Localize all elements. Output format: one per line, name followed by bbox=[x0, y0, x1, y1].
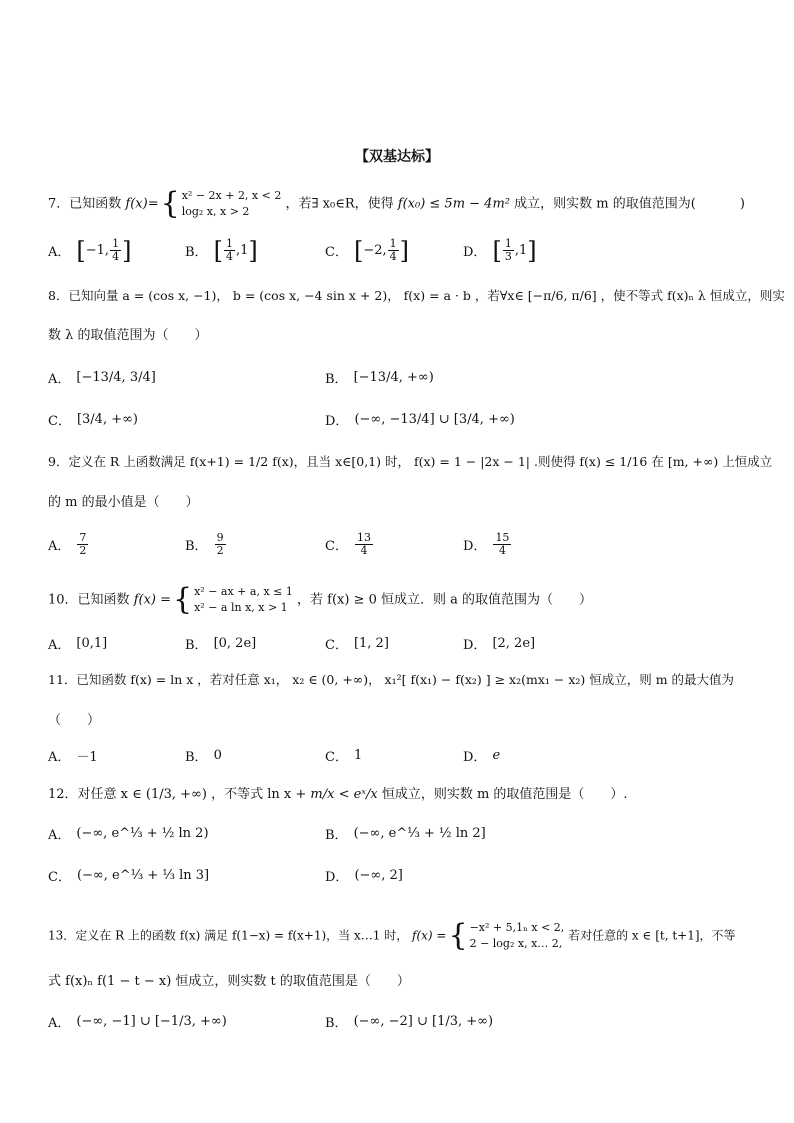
option-b[interactable]: B． (−∞, e^⅓ + ½ ln 2] bbox=[325, 826, 486, 843]
question-11-options bbox=[48, 746, 748, 776]
option-b[interactable]: B． $\frac{9}{2}$ bbox=[185, 531, 224, 557]
option-d[interactable]: D． [ $\frac{1}{3}$ ,1 ] bbox=[463, 236, 537, 265]
option-a[interactable]: A． (−∞, −1] ∪ [−1/3, +∞) bbox=[48, 1014, 227, 1031]
question-10-options bbox=[48, 634, 748, 664]
option-d[interactable]: D． (−∞, 2] bbox=[325, 868, 403, 885]
option-b[interactable]: B． [0, 2e] bbox=[185, 636, 257, 653]
option-a[interactable]: A． [−13/4, 3/4] bbox=[48, 370, 156, 387]
option-a[interactable]: A． －1 bbox=[48, 750, 98, 765]
option-c[interactable]: C． [3/4, +∞) bbox=[48, 412, 139, 429]
option-b[interactable]: B． (−∞, −2] ∪ [1/3, +∞) bbox=[325, 1014, 494, 1031]
question-12-options-row-1 bbox=[48, 824, 748, 854]
section-title: 【双基达标】 bbox=[355, 149, 439, 165]
question-11-line-2: （ ） bbox=[48, 713, 101, 728]
option-b[interactable]: B． 0 bbox=[185, 748, 222, 765]
question-9-options bbox=[48, 532, 748, 562]
question-9-line-2: 的 m 的最小值是（ ） bbox=[48, 495, 199, 510]
option-a[interactable]: A． (−∞, e^⅓ + ½ ln 2) bbox=[48, 826, 209, 843]
option-c[interactable]: C． [ −2, $\frac{1}{4}$ ] bbox=[325, 236, 409, 265]
question-11-line-1: 11．已知函数 f(x) = ln x ，若对任意 x₁， x₂ ∈ (0, +∞)， x₁²[ f(x₁) − f(x₂) ] ≥ x₂(mx₁ − x₂) 恒成立，则 m 的最大值为 bbox=[48, 672, 735, 687]
option-c[interactable]: C． [1, 2] bbox=[325, 636, 389, 653]
option-b[interactable]: B． [−13/4, +∞) bbox=[325, 370, 434, 387]
question-7: 7．已知函数 f(x)={ x² − 2x + 2, x < 2 log₂ x, x > 2 ，若∃ x₀∈R，使得 f(x₀) ≤ 5m − 4m² 成立，则实数 m 的取值范围为( ) bbox=[48, 186, 745, 221]
question-10: 10．已知函数 f(x) ={ x² − ax + a, x ≤ 1 x² − a ln x, x > 1 ，若 f(x) ≥ 0 恒成立．则 a 的取值范围为（ ） bbox=[48, 582, 592, 617]
option-c[interactable]: C． (−∞, e^⅓ + ⅓ ln 3] bbox=[48, 868, 210, 885]
question-13-line-2: 式 f(x)ₙ f(1 − t − x) 恒成立，则实数 t 的取值范围是（ ） bbox=[48, 974, 410, 989]
option-d[interactable]: D． [2, 2e] bbox=[463, 636, 536, 653]
question-7-options bbox=[48, 238, 748, 268]
question-8-line-2: 数 λ 的取值范围为（ ） bbox=[48, 328, 208, 343]
option-a[interactable]: A． [ −1, $\frac{1}{4}$ ] bbox=[48, 236, 132, 265]
question-12-options-row-2 bbox=[48, 866, 748, 896]
option-b[interactable]: B． [ $\frac{1}{4}$ ,1 ] bbox=[185, 236, 258, 265]
option-c[interactable]: C． 1 bbox=[325, 748, 363, 765]
question-8-options-row-1 bbox=[48, 368, 748, 398]
question-9-line-1: 9．定义在 R 上函数满足 f(x+1) = 1/2 f(x)，且当 x∈[0,1) 时， f(x) = 1 − |2x − 1| .则使得 f(x) ≤ 1/16 在 [m, +∞) 上恒成立 bbox=[48, 454, 773, 469]
option-d[interactable]: D． e bbox=[463, 748, 501, 765]
option-d[interactable]: D． (−∞, −13/4] ∪ [3/4, +∞) bbox=[325, 412, 515, 429]
option-c[interactable]: C． $\frac{13}{4}$ bbox=[325, 531, 371, 557]
option-a[interactable]: A． [0,1] bbox=[48, 636, 108, 653]
question-13-line-1: 13．定义在 R 上的函数 f(x) 满足 f(1−x) = f(x+1)，当 x…1 时， f(x) ={ −x² + 5,1ₙ x < 2, 2 − log₂ x, x… 2, 若对任意的 x ∈ [t, t+1]，不等 bbox=[48, 918, 736, 953]
option-d[interactable]: D． $\frac{15}{4}$ bbox=[463, 531, 510, 557]
option-a[interactable]: A． $\frac{7}{2}$ bbox=[48, 531, 87, 557]
question-12: 12．对任意 x ∈ (1/3, +∞) ，不等式 ln x + m/x < eˣ/x 恒成立，则实数 m 的取值范围是（ ）. bbox=[48, 787, 628, 802]
question-8-line-1: 8．已知向量 a = (cos x, −1)， b = (cos x, −4 sin x + 2)， f(x) = a · b ，若∀x∈ [−π/6, π/6] ，使不等式 f(x)ₙ λ 恒成立，则实 bbox=[48, 288, 785, 303]
question-13-options bbox=[48, 1012, 748, 1042]
question-8-options-row-2 bbox=[48, 410, 748, 440]
